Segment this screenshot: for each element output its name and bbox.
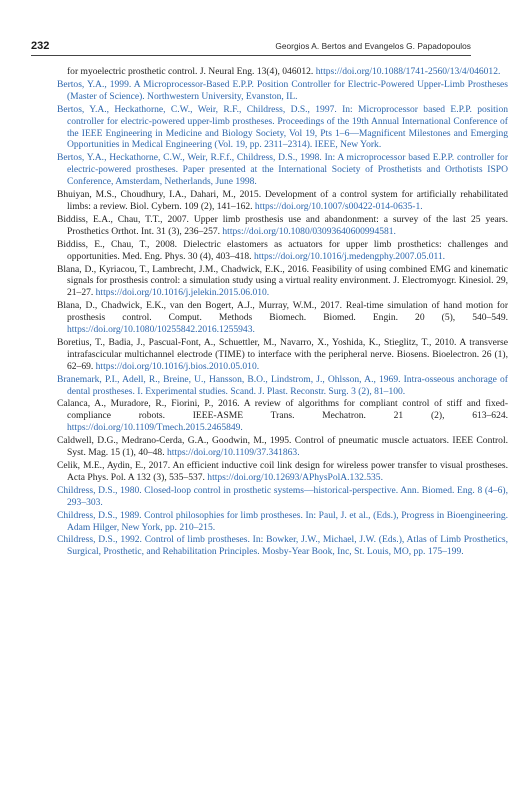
reference-text: Biddiss, E., Chau, T., 2008. Dielectric elastomers as actuators for upper limb prosthetics: challenges and opportunities. Med. Eng. Phys. 30 (4), 403–418. xyxy=(57,238,508,262)
reference-doi-link[interactable]: https://doi.org/10.12693/APhysPolA.132.535. xyxy=(207,471,383,483)
reference-text: Bertos, Y.A., Heckathorne, C.W., Weir, R.F., Childress, D.S., 1997. In: Microprocessor based E.P.P. position controller for electric-powered upper-limb prostheses. Proceedings of the 19th Annual International Conference of the IEEE Engineering in Medicine and Biology Society, Vol 19, Pts 1–6—Magnificent Milestones and Emerging Opportunities in Medical Engineering (Vol. 19, pp. 2311–2314). IEEE, New York. xyxy=(57,103,508,151)
reference-text: Childress, D.S., 1980. Closed-loop control in prosthetic systems—historical-perspective. Ann. Biomed. Eng. 8 (4–6), 293–303. xyxy=(57,484,508,508)
reference-text: Calanca, A., Muradore, R., Fiorini, P., 2016. A review of algorithms for compliant control of stiff and fixed-compliance robots. IEEE-ASME Trans. Mechatron. 21 (2), 613–624. xyxy=(57,398,508,422)
reference-doi-link[interactable]: https://doi.org/10.1088/1741-2560/13/4/046012. xyxy=(315,66,501,77)
reference-item xyxy=(57,214,508,238)
reference-item xyxy=(57,239,508,263)
reference-item xyxy=(57,189,508,213)
reference-text: Biddiss, E.A., Chau, T.T., 2007. Upper limb prosthesis use and abandonment: a survey of the last 25 years. Prosthetics Orthot. Int. 31 (3), 236–257. xyxy=(57,213,508,237)
reference-doi-link[interactable]: https://doi.org/10.1109/Tmech.2015.2465849. xyxy=(67,422,243,434)
reference-text: for myoelectric prosthetic control. J. Neural Eng. 13(4), 046012. xyxy=(67,66,316,77)
reference-item xyxy=(57,264,508,300)
reference-item xyxy=(57,398,508,434)
reference-text: Caldwell, D.G., Medrano-Cerda, G.A., Goodwin, M., 1995. Control of pneumatic muscle actuators. IEEE Control. Syst. Mag. 15 (1), 40–48. xyxy=(57,435,508,459)
reference-list xyxy=(57,66,508,559)
reference-doi-link[interactable]: https://doi.org/10.1007/s00422-014-0635-1. xyxy=(254,200,423,212)
running-head: Georgios A. Bertos and Evangelos G. Papadopoulos xyxy=(275,41,471,51)
reference-text: Childress, D.S., 1989. Control philosophies for limb prostheses. In: Paul, J. et al., (Eds.), Progress in Bioengineering. Adam Hilger, New York, pp. 210–215. xyxy=(57,509,508,533)
reference-item xyxy=(57,460,508,484)
reference-doi-link[interactable]: https://doi.org/10.1080/10255842.2016.1255943. xyxy=(67,324,255,336)
reference-text: Blana, D., Chadwick, E.K., van den Bogert, A.J., Murray, W.M., 2017. Real-time simulation of hand motion for prosthesis control. Comput. Methods Biomech. Biomed. Engin. 20 (5), 540–549. xyxy=(57,300,508,324)
reference-item xyxy=(57,435,508,459)
reference-item xyxy=(57,300,508,336)
reference-item[interactable] xyxy=(57,510,508,534)
reference-text: Celik, M.E., Aydin, E., 2017. An efficient inductive coil link design for wireless power transfer to visual prostheses. Acta Phys. Pol. A 132 (3), 535–537. xyxy=(57,460,508,483)
reference-text: Bhuiyan, M.S., Choudhury, I.A., Dahari, M., 2015. Development of a control system for artificially rehabilitated limbs: a review. Biol. Cybern. 109 (2), 141–162. xyxy=(57,189,508,212)
reference-item[interactable] xyxy=(57,485,508,509)
page-header xyxy=(31,40,471,54)
reference-text: Bertos, Y.A., 1999. A Microprocessor-Based E.P.P. Position Controller for Electric-Powered Upper-Limb Prostheses (Master of Science). Northwestern University, Evanston, IL. xyxy=(57,78,508,102)
reference-doi-link[interactable]: https://doi.org/10.1080/03093640600994581. xyxy=(222,225,396,237)
reference-doi-link[interactable]: https://doi.org/10.1016/j.bios.2010.05.010. xyxy=(95,360,260,372)
reference-text: Blana, D., Kyriacou, T., Lambrecht, J.M., Chadwick, E.K., 2016. Feasibility of using combined EMG and kinematic signals for prosthesis control: a simulation study using a virtual reality environment. J. Electromyogr. Kinesiol. 29, 21–27. xyxy=(57,263,508,299)
reference-text: Childress, D.S., 1992. Control of limb prostheses. In: Bowker, J.W., Michael, J.W. (Eds.), Atlas of Limb Prosthetics, Surgical, Prosthetic, and Rehabilitation Principles. Mosby-Year Book, Inc, St. Louis, MO, pp. 175–199. xyxy=(57,534,508,558)
reference-doi-link[interactable]: https://doi.org/10.1016/j.medengphy.2007.05.011. xyxy=(253,250,446,262)
reference-item[interactable] xyxy=(57,104,508,152)
header-rule xyxy=(31,55,471,56)
page-number: 232 xyxy=(31,40,50,52)
reference-doi-link[interactable]: https://doi.org/10.1016/j.jelekin.2015.06.010. xyxy=(95,287,270,299)
reference-doi-link[interactable]: https://doi.org/10.1109/37.341863. xyxy=(166,447,300,459)
reference-item xyxy=(57,66,508,78)
reference-item xyxy=(57,337,508,373)
reference-text: Boretius, T., Badia, J., Pascual-Font, A., Schuettler, M., Navarro, X., Yoshida, K., Stieglitz, T., 2010. A transverse intrafascicular multichannel electrode (TIME) to interface with the peripheral nerve. Biosens. Bioelectron. 26 (1), 62–69. xyxy=(57,336,508,372)
reference-item[interactable] xyxy=(57,152,508,188)
reference-item[interactable] xyxy=(57,79,508,103)
reference-text: Branemark, P.I., Adell, R., Breine, U., Hansson, B.O., Lindstrom, J., Ohlsson, A., 1969. Intra-osseous anchorage of dental prostheses. I. Experimental studies. Scand. J. Plast. Reconstr. Surg. 3 (2), 81–100. xyxy=(57,373,508,397)
reference-item[interactable] xyxy=(57,374,508,398)
reference-text: Bertos, Y.A., Heckathorne, C.W., Weir, R.F.f., Childress, D.S., 1998. In: A microprocessor based E.P.P. controller for electric-powered prostheses. Paper presented at the International Society of Prosthetists and Orthotists ISPO Conference, Amsterdam, Netherlands, June 1998. xyxy=(57,152,508,188)
reference-item[interactable] xyxy=(57,534,508,558)
